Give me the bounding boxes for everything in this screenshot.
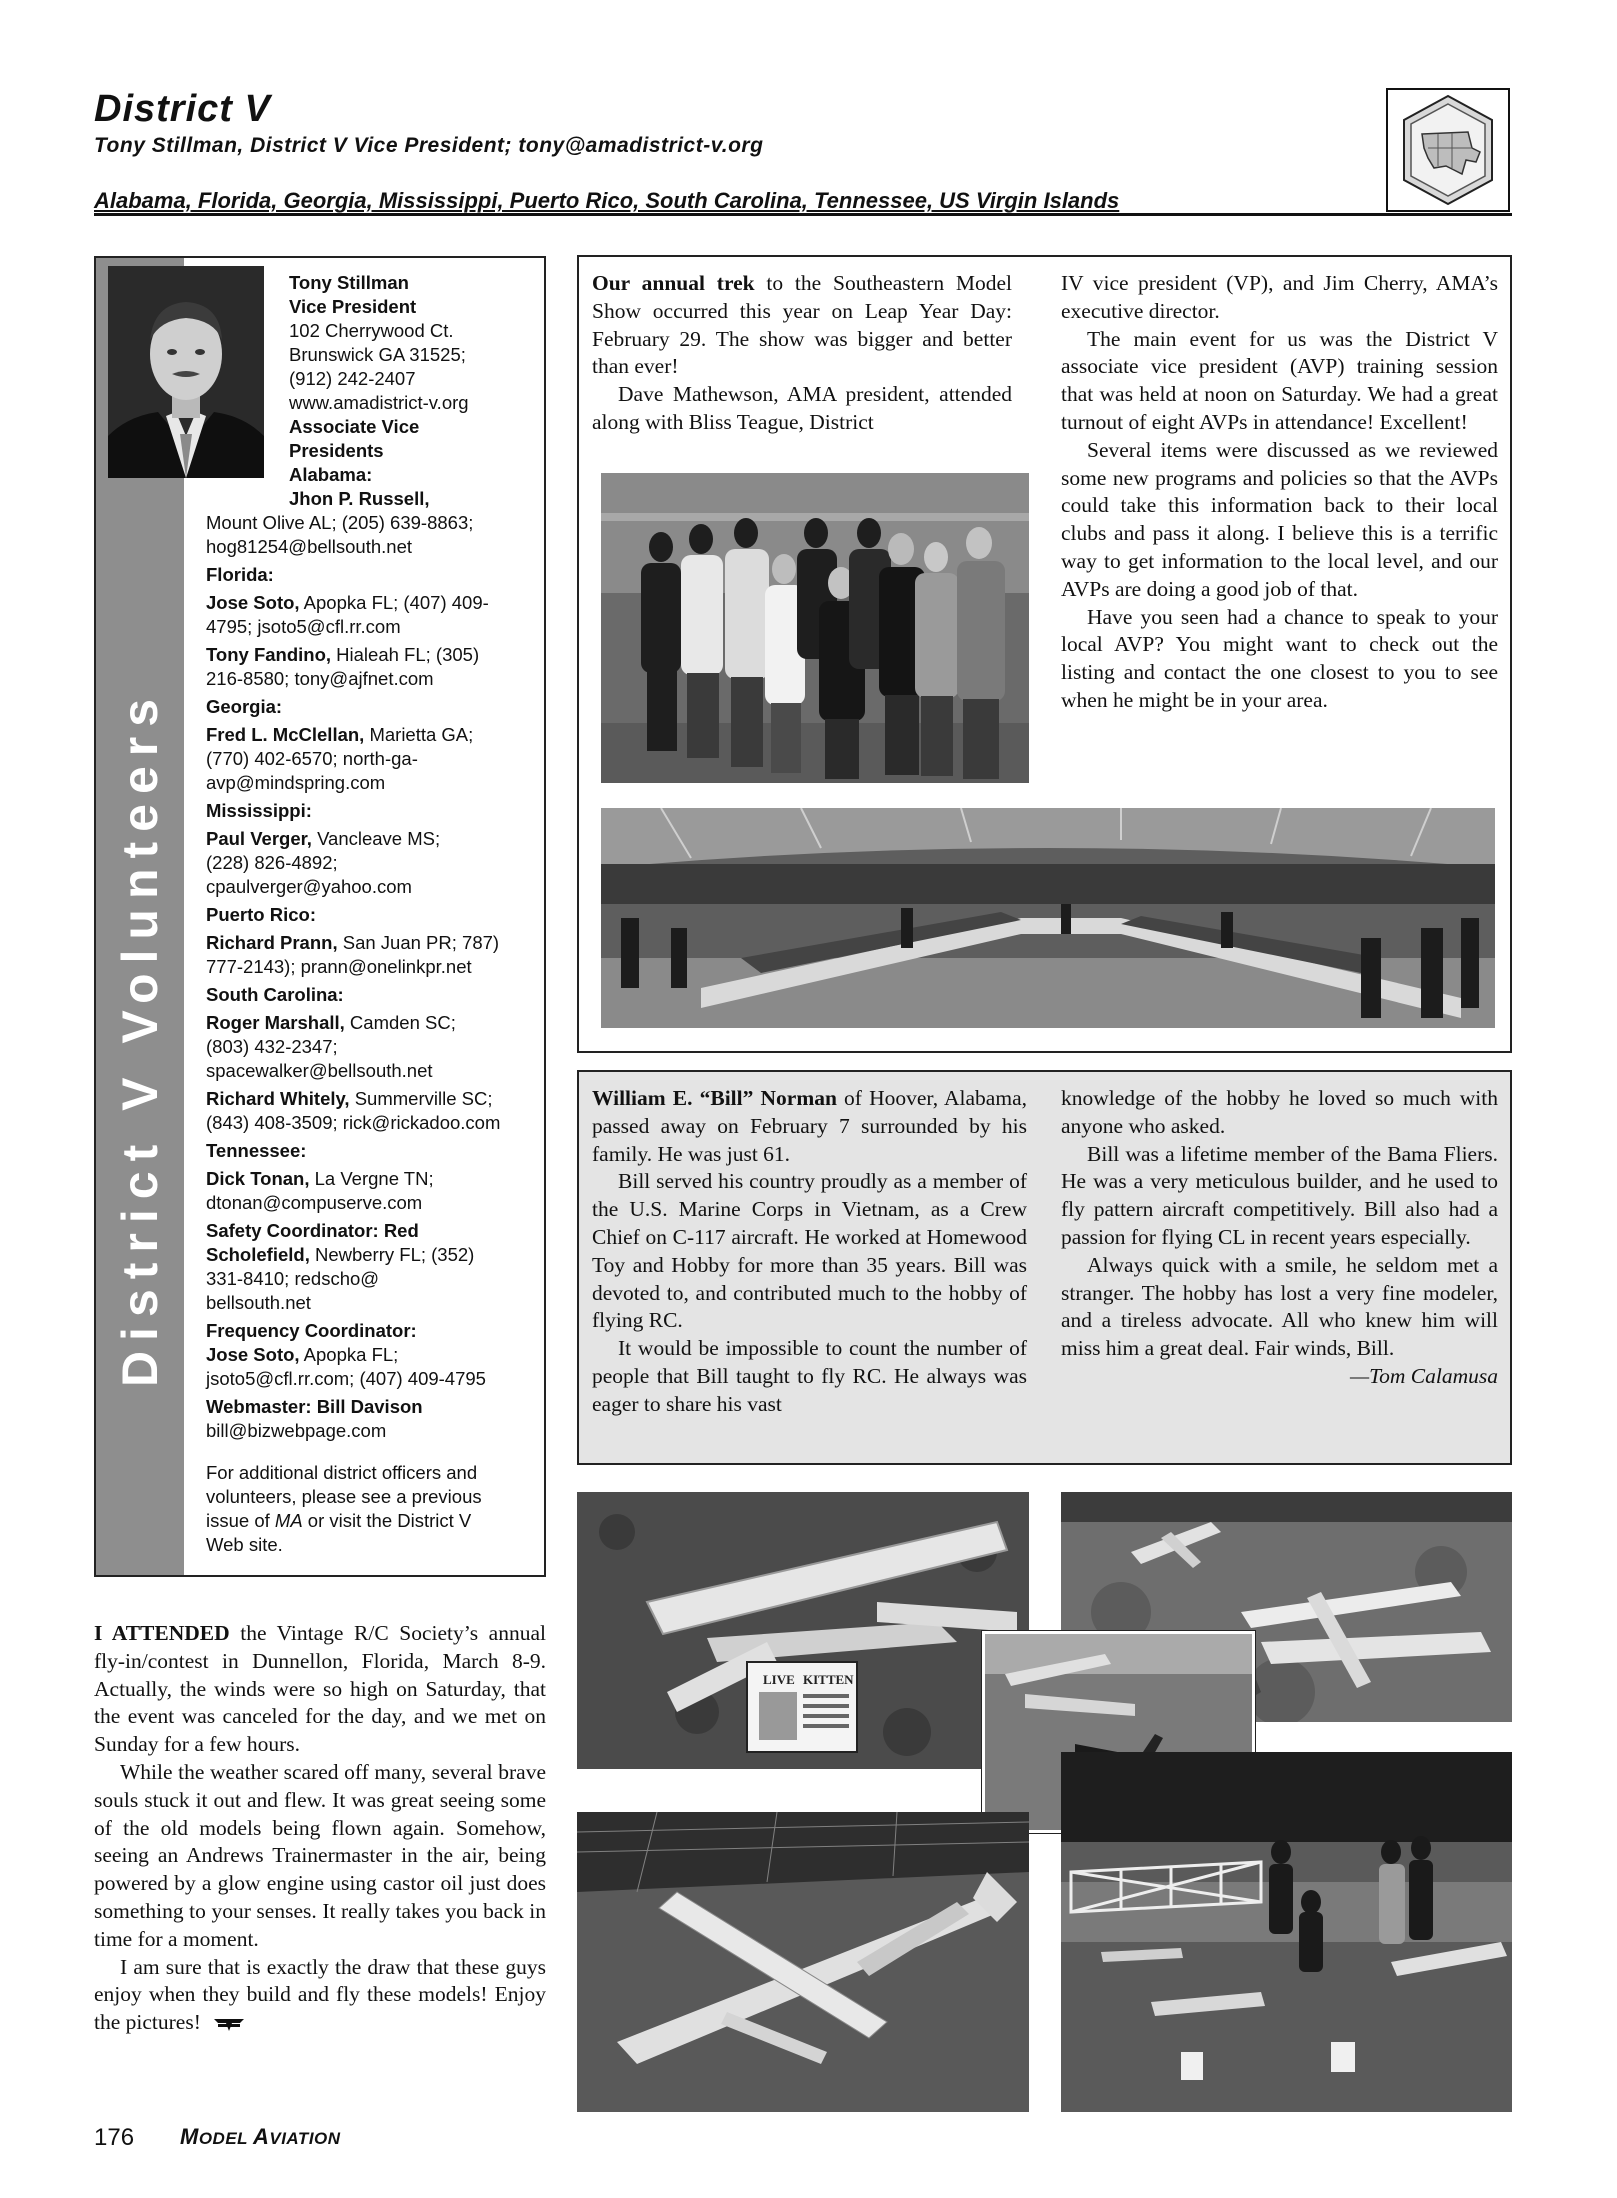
sign-text-live: LIVE [763,1672,795,1687]
avp-puerto-rico-line2: 777-2143); prann@onelinkpr.net [206,956,472,977]
safety-coordinator-name: Scholefield, [206,1244,310,1265]
avp-south-carolina-1-line2: (803) 432-2347; [206,1036,338,1057]
avp-group-photo [601,473,1029,783]
webmaster-label: Webmaster: Bill Davison [206,1396,423,1417]
district-logo [1386,88,1510,212]
safety-coordinator: Scholefield, Newberry FL; (352) [206,1244,475,1265]
state-label-mississippi: Mississippi: [206,800,312,821]
ama-end-mark-icon [212,2015,246,2033]
model-show-paragraph-4: The main event for us was the District V associate vice president (AVP) training session that was held at noon on Saturday. We had a great turnout of eight AVPs in attendance! Excellent! [1061,326,1498,434]
model-show-paragraph-6: Have you seen had a chance to speak to your local AVP? You might want to check out the listing and contact the one closest to you to see when he might be in your area. [1061,604,1498,712]
memorial-paragraph-5: Bill was a lifetime member of the Bama Fliers. He was a very meticulous builder, and he used to fly pattern aircraft competitively. Bill also had a passion for flying CL in recent years especially. [1061,1141,1498,1249]
avp-listing [206,511,500,1557]
model-show-article-col2 [1061,270,1498,715]
webmaster-email: bill@bizwebpage.com [206,1420,387,1441]
vp-website: www.amadistrict-v.org [289,392,469,413]
memorial-col2 [1061,1085,1498,1391]
avp-name-alabama: Jhon P. Russell, [289,488,430,509]
vintage-paragraph-1: I ATTENDED the Vintage R/C Society’s annual fly-in/contest in Dunnellon, Florida, March 8-9. Actually, the winds were so high on Saturday, that the event was canceled for the day, and we met on Sunday for a few hours. [94,1621,546,1757]
vp-role: Vice President [289,296,417,317]
low-wing-model-photo [577,1812,1029,2112]
avp-tennessee-line2: dtonan@compuserve.com [206,1192,423,1213]
page-title: District V [94,88,271,130]
model-show-paragraph-2: Dave Mathewson, AMA president, attended along with Bliss Teague, District [592,382,1012,434]
memorial-paragraph-1: William E. “Bill” Norman of Hoover, Alabama, passed away on February 7 surrounded by his family. He was just 61. [592,1086,1027,1166]
avp-name: Tony Fandino, [206,644,332,665]
avp-mississippi: Paul Verger, Vancleave MS; [206,828,441,849]
avp-tennessee: Dick Tonan, La Vergne TN; [206,1168,434,1189]
avp-florida-1: Jose Soto, Apopka FL; (407) 409- [206,592,489,613]
avp-heading-line1: Associate Vice [289,416,420,437]
model-show-hall-photo [601,808,1495,1028]
frequency-coordinator-line2: jsoto5@cfl.rr.com; (407) 409-4795 [206,1368,486,1389]
safety-coordinator-line3: bellsouth.net [206,1292,311,1313]
avp-name: Jose Soto, [206,592,300,613]
avp-mississippi-line3: cpaulverger@yahoo.com [206,876,412,897]
vp-phone: (912) 242-2407 [289,368,416,389]
memorial-paragraph-6: Always quick with a smile, he seldom met a stranger. The hobby has lost a very fine modeler, and a tireless advocate. All who knew him will miss him a great deal. Fair winds, Bill. [1061,1252,1498,1361]
vp-portrait-photo [108,266,264,478]
frequency-coordinator-name: Jose Soto, [206,1344,300,1365]
avp-florida-1-line2: 4795; jsoto5@cfl.rr.com [206,616,401,637]
avp-south-carolina-1-line3: spacewalker@bellsouth.net [206,1060,433,1081]
volunteers-note-line2: volunteers, please see a previous [206,1486,482,1507]
avp-mississippi-line2: (228) 826-4892; [206,852,338,873]
avp-name: Fred L. McClellan, [206,724,365,745]
volunteers-note-line4: Web site. [206,1534,283,1555]
volunteers-note-line1: For additional district officers and [206,1462,478,1483]
avp-alabama-line1: Mount Olive AL; (205) 639-8863; [206,512,474,533]
avp-georgia-line2: (770) 402-6570; north-ga- [206,748,418,769]
vintage-paragraph-2: While the weather scared off many, several brave souls stuck it out and flew. It was great seeing some of the old models being flown again. Somehow, seeing an Andrews Trainermaster in the air, being powered by a glow engine using castor oil just does something to your senses. It really takes you back in time for a moment. [94,1759,546,1951]
page-number: 176 [94,2124,135,2151]
state-label-alabama: Alabama: [289,464,373,485]
memorial-paragraph-2: Bill served his country proudly as a member of the U.S. Marine Corps in Vietnam, as a Crew Chief on C-117 aircraft. He worked at Homewood Toy and Hobby for more than 35 years. Bill was devoted to, and contributed much to the hobby of flying RC. [592,1169,1027,1333]
vp-contact [289,271,469,511]
vintage-rc-article [94,1620,546,2037]
volunteers-band-label: District V Volunteers [112,688,168,1388]
flight-line-photo [1061,1752,1512,2112]
state-label-georgia: Georgia: [206,696,283,717]
avp-heading-line2: Presidents [289,440,384,461]
avp-name: Richard Whitely, [206,1088,350,1109]
page-subtitle: Tony Stillman, District V Vice President; tony@amadistrict-v.org [94,134,764,157]
memorial-lead-in: William E. “Bill” Norman [592,1086,837,1110]
model-show-paragraph-5: Several items were discussed as we reviewed some new programs and policies so that the AVPs could take this information back to their local clubs and pass it along. I believe this is a terrific way to get information to the local level, and our AVPs are doing a good job of that. [1061,437,1498,601]
memorial-col1 [592,1085,1027,1419]
trainer-model-photo [577,1492,1029,1769]
state-label-florida: Florida: [206,564,274,585]
avp-south-carolina-1: Roger Marshall, Camden SC; [206,1012,456,1033]
model-show-article-col1 [592,270,1012,437]
frequency-coordinator: Jose Soto, Apopka FL; [206,1344,399,1365]
district-states: Alabama, Florida, Georgia, Mississippi, Puerto Rico, South Carolina, Tennessee, US Virgin Islands [94,188,1120,213]
model-show-paragraph-1: Our annual trek to the Southeastern Model Show occurred this year on Leap Year Day: February 29. The show was bigger and better than ever! [592,271,1012,379]
safety-coordinator-line2: 331-8410; redscho@ [206,1268,380,1289]
avp-florida-2: Tony Fandino, Hialeah FL; (305) [206,644,480,665]
lead-in: Our annual trek [592,271,755,295]
district-map-seal-icon [1388,90,1508,210]
safety-coordinator-label: Safety Coordinator: Red [206,1220,419,1241]
avp-georgia: Fred L. McClellan, Marietta GA; [206,724,474,745]
memorial-paragraph-4: knowledge of the hobby he loved so much with anyone who asked. [1061,1086,1498,1138]
avp-name: Richard Prann, [206,932,338,953]
sign-text-kitten: KITTEN [803,1672,854,1687]
avp-south-carolina-2-line2: (843) 408-3509; rick@rickadoo.com [206,1112,501,1133]
vp-address-line1: 102 Cherrywood Ct. [289,320,454,341]
memorial-paragraph-3: It would be impossible to count the number of people that Bill taught to fly RC. He always was eager to share his vast [592,1336,1027,1416]
avp-puerto-rico: Richard Prann, San Juan PR; 787) [206,932,500,953]
state-label-south-carolina: South Carolina: [206,984,344,1005]
vp-name: Tony Stillman [289,272,409,293]
avp-georgia-line3: avp@mindspring.com [206,772,386,793]
avp-name: Roger Marshall, [206,1012,345,1033]
avp-alabama-line2: hog81254@bellsouth.net [206,536,413,557]
frequency-coordinator-label: Frequency Coordinator: [206,1320,417,1341]
vintage-paragraph-3: I am sure that is exactly the draw that these guys enjoy when they build and fly these models! Enjoy the pictures! [94,1954,546,2035]
magazine-abbrev: MA [274,1510,303,1531]
avp-florida-2-line2: 216-8580; tony@ajfnet.com [206,668,434,689]
volunteers-note-line3: issue of MA or visit the District V [206,1510,472,1531]
avp-name: Paul Verger, [206,828,312,849]
vintage-lead-in: I ATTENDED [94,1621,230,1645]
state-label-tennessee: Tennessee: [206,1140,307,1161]
magazine-name: MODEL AVIATION [180,2124,341,2149]
avp-name: Dick Tonan, [206,1168,310,1189]
state-label-puerto-rico: Puerto Rico: [206,904,316,925]
memorial-signature: —Tom Calamusa [1350,1363,1498,1388]
model-show-paragraph-3: IV vice president (VP), and Jim Cherry, AMA’s executive director. [1061,271,1498,323]
avp-south-carolina-2: Richard Whitely, Summerville SC; [206,1088,493,1109]
header-rule [94,213,1512,216]
vp-address-line2: Brunswick GA 31525; [289,344,466,365]
